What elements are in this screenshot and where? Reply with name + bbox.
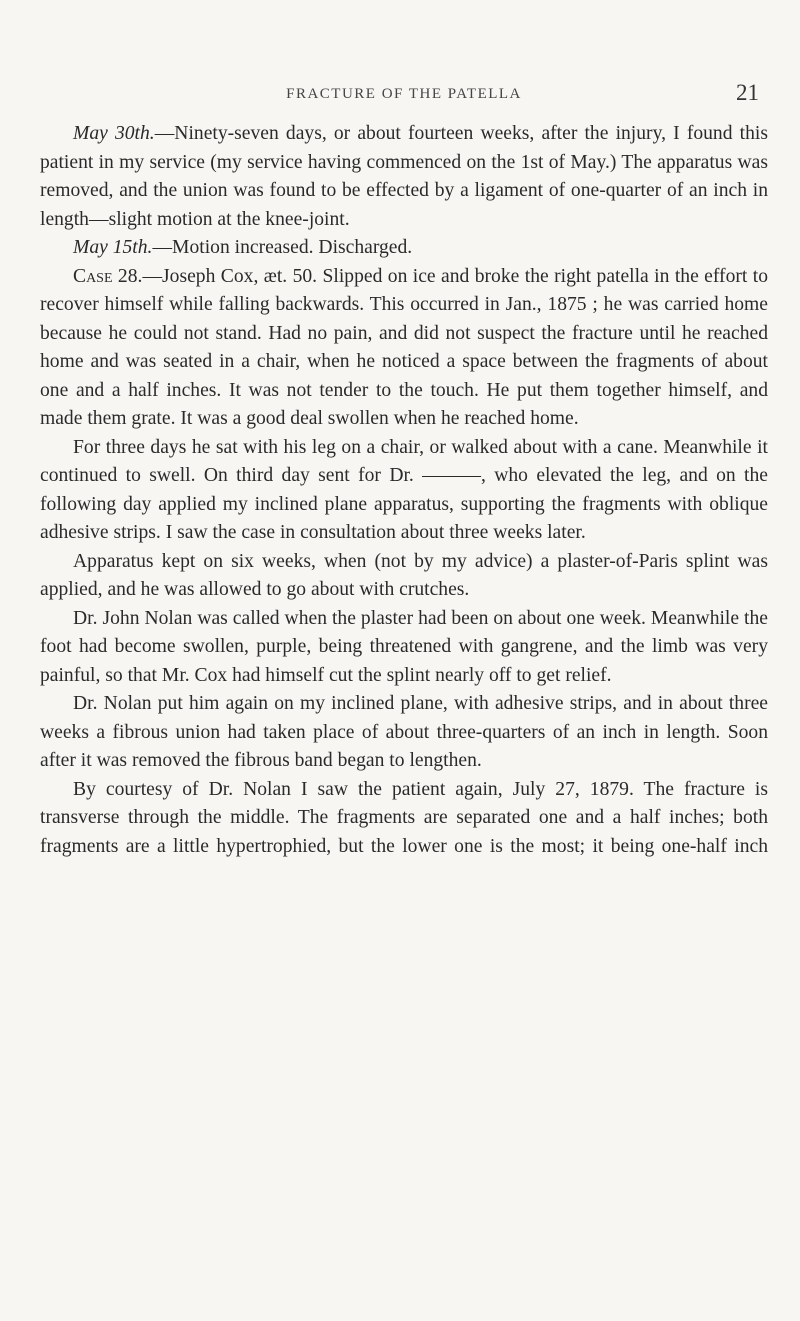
paragraph-text: —Ninety-seven days, or about fourteen weeks, after the injury, I found this patient in my service (my service having commenced on the 1st of May.) The apparatus was removed, and the union was found to be effected by a ligament of one-quarter of an inch in length—slight motion at the knee-joint.: [40, 123, 768, 230]
paragraph-text: —Motion increased. Discharged.: [152, 237, 413, 258]
paragraph: Dr. John Nolan was called when the plaster had been on about one week. Meanwhile the foot had become swollen, purple, being threatened with gangrene, and the limb was very painful, so that Mr. Cox had himself cut the splint nearly off to get relief.: [40, 607, 768, 686]
page-body: [40, 120, 768, 861]
case-label: Case 28.: [73, 265, 143, 287]
paragraph-may-30: [40, 120, 768, 234]
entry-date: May 30th.: [73, 123, 155, 144]
entry-date: May 15th.: [73, 237, 153, 258]
paragraph: Dr. Nolan put him again on my inclined plane, with adhesive strips, and in about three weeks a fibrous union had taken place of about three-quarters of an inch in length. Soon after it was removed the fibrous band began to lengthen.: [40, 693, 768, 771]
paragraph-text: —Joseph Cox, æt. 50. Slipped on ice and broke the right patella in the effort to recover himself while falling backwards. This occurred in Jan., 1875 ; he was carried home because he could not stand. Had no pain, and did not suspect the fracture until he reached home and was seated in a chair, when he noticed a space between the fragments of about one and a half inches. It was not tender to the touch. He put them together himself, and made them grate. It was a good deal swollen when he reached home.: [40, 265, 768, 429]
paragraph-continued: By courtesy of Dr. Nolan I saw the patient again, July 27, 1879. The fracture is transverse through the middle. The fragments are separated one and a half inches; both fragments are a little hypertrophied, but the lower one is the most; it being one-half inch: [40, 778, 768, 857]
paragraph: Apparatus kept on six weeks, when (not by my advice) a plaster-of-Paris splint was applied, and he was allowed to go about with crutches.: [40, 550, 768, 600]
paragraph-may-15: [40, 234, 768, 263]
paragraph: For three days he sat with his leg on a chair, or walked about with a cane. Meanwhile it continued to swell. On third day sent for Dr. ———, who elevated the leg, and on the following day applied my inclined plane apparatus, supporting the fragments with oblique adhesive strips. I saw the case in consultation about three weeks later.: [40, 436, 768, 543]
paragraph-case-28: [40, 263, 768, 434]
running-title: FRACTURE OF THE PATELLA: [286, 86, 522, 102]
page-number: 21: [736, 80, 759, 105]
